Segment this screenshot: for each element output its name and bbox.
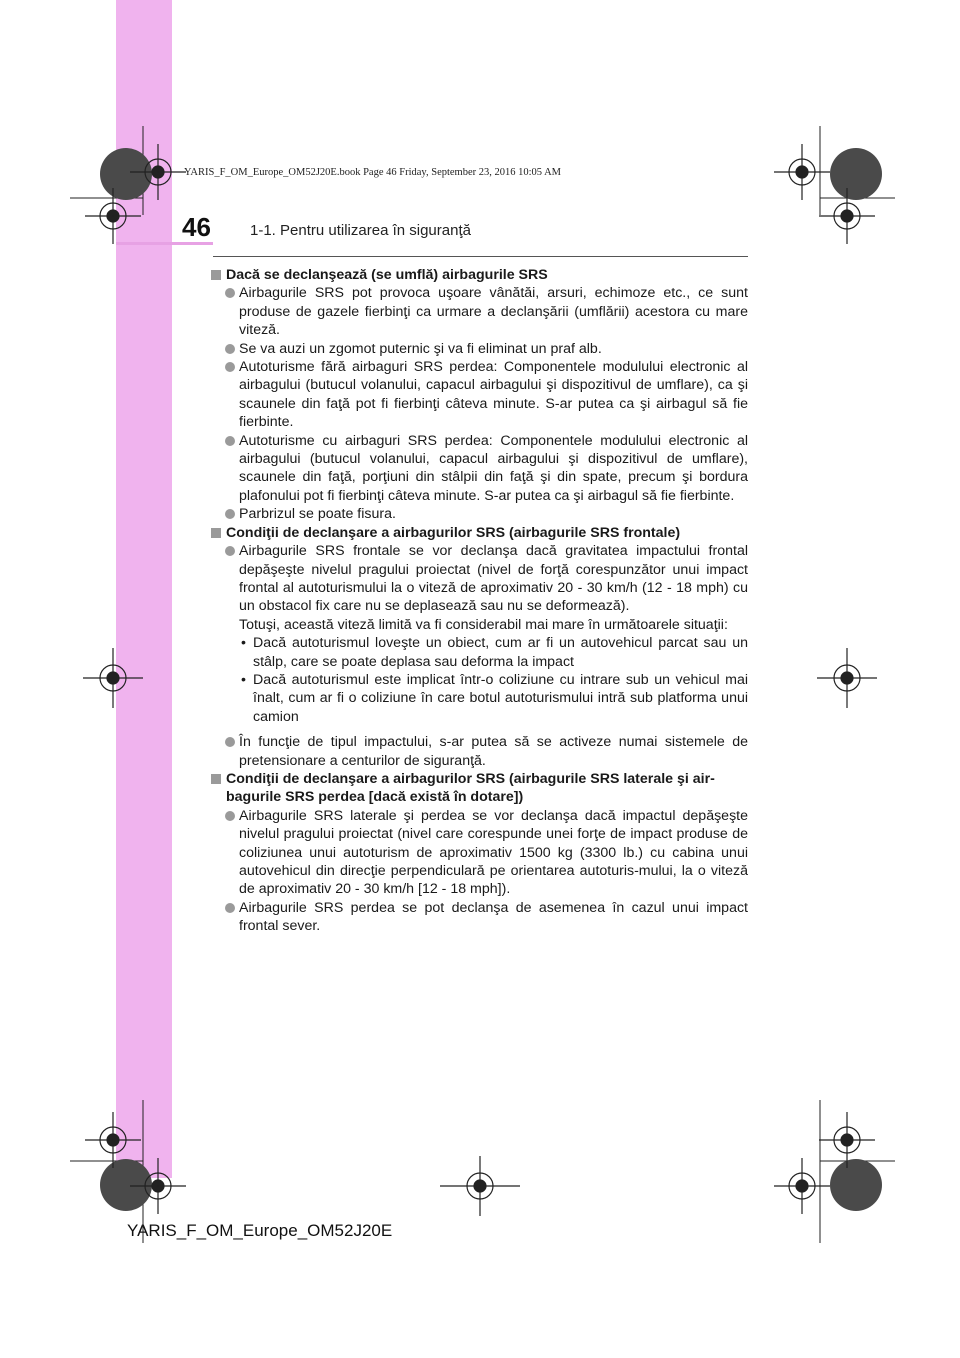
crosshair-icon: [83, 648, 143, 708]
list-item-text: Airbagurile SRS laterale şi perdea se vor declanşa dacă impactul depăşeşte nivelul pragului proiectat (nivel care corespunde unei forţe de impact produse de coliziunea unui autoturism de aproximativ 1500 kg (3300 lb.) cu cabina unui autovehicul din direcţie perpendiculară pe orientarea autoturis-mului, la o viteză de aproximativ 20 - 30 km/h [12 - 18 mph]).: [239, 807, 748, 898]
crosshair-icon: [774, 1158, 830, 1214]
crosshair-icon: [440, 1156, 520, 1216]
heading-text: Condiţii de declanşare a airbagurilor SRS (airbagurile SRS laterale şi air-bagurile SRS perdea [dacă există în dotare]): [226, 770, 715, 806]
crosshair-icon: [130, 144, 186, 200]
list-item-text: Airbagurile SRS perdea se pot declanşa de asemenea în cazul unui impact frontal sever.: [239, 899, 748, 935]
crosshair-icon: [819, 188, 875, 244]
crosshair-icon: [85, 1112, 141, 1168]
list-item-text: Se va auzi un zgomot puternic şi va fi eliminat un praf alb.: [239, 340, 602, 357]
sub-list-item-text: Dacă autoturismul loveşte un obiect, cum ar fi un autovehicul parcat sau un stâlp, care se poate deplasa sau deforma la impact: [253, 635, 748, 670]
crosshair-icon: [774, 144, 830, 200]
book-info-line: YARIS_F_OM_Europe_OM52J20E.book Page 46 Friday, September 23, 2016 10:05 AM: [184, 167, 562, 178]
section-title: 1-1. Pentru utilizarea în siguranţă: [250, 222, 471, 239]
sub-bullet-marker: •: [241, 635, 246, 652]
list-item-text: Airbagurile SRS pot provoca uşoare vânătăi, arsuri, echimoze etc., ce sunt produse de gazele fierbinţi ca urmare a declanşării (umflării) acestora cu mare viteză.: [239, 285, 748, 339]
list-item-text: Parbrizul se poate fisura.: [239, 506, 396, 523]
sub-list-item-text: Dacă autoturismul este implicat într-o coliziune cu intrare sub un vehicul mai înalt, cum ar fi o coliziune în care botul autoturismului intră sub platforma unui camion: [253, 671, 748, 725]
sub-bullet-marker: •: [241, 671, 246, 688]
heading-text: Condiţii de declanşare a airbagurilor SRS (airbagurile SRS frontale): [226, 524, 681, 541]
list-item-text: Airbagurile SRS frontale se vor declanşa dacă gravitatea impactului frontal depăşeşte nivelul pragului proiectat (nivel de forţă corespunzător unui impact frontal al autoturismului la o viteză de aproximativ 20 - 30 km/h (12 - 18 mph) cu un obstacol fix care nu se deplasează sau nu se deformează).: [239, 543, 748, 615]
heading-text: Dacă se declanşează (se umflă) airbagurile SRS: [226, 267, 548, 283]
footer-doc-code: YARIS_F_OM_Europe_OM52J20E: [127, 1221, 393, 1240]
crosshair-icon: [819, 1112, 875, 1168]
crosshair-icon: [85, 188, 141, 244]
list-item-text: Autoturisme cu airbaguri SRS perdea: Componentele modulului electronic al airbagului (butucul volanului, capacul airbagului şi dispozitivul de umflare), scaunele din faţă, porţiuni din stâlpii din faţă şi din spate, precum şi bordura plafonului pot fi fierbinţi câteva minute. S-ar putea ca şi airbagul să fie fierbinte.: [239, 432, 748, 504]
list-item-text: Autoturisme fără airbaguri SRS perdea: Componentele modulului electronic al airbagului (butucul volanului, capacul airbagului şi dispozitivul de umflare), ca şi scaunele din faţă pot fi fierbinţi câteva minute. S-ar putea ca şi airbagul să fie fierbinte.: [239, 359, 748, 431]
crosshair-icon: [130, 1158, 186, 1214]
page-number: 46: [182, 212, 211, 242]
crosshair-icon: [817, 648, 877, 708]
note-paragraph: Totuşi, această viteză limită va fi considerabil mai mare în următoarele situaţii:: [239, 616, 728, 633]
list-item-text: În funcţie de tipul impactului, s-ar putea să se activeze numai sistemele de pretensionare a centurilor de siguranţă.: [239, 734, 748, 769]
